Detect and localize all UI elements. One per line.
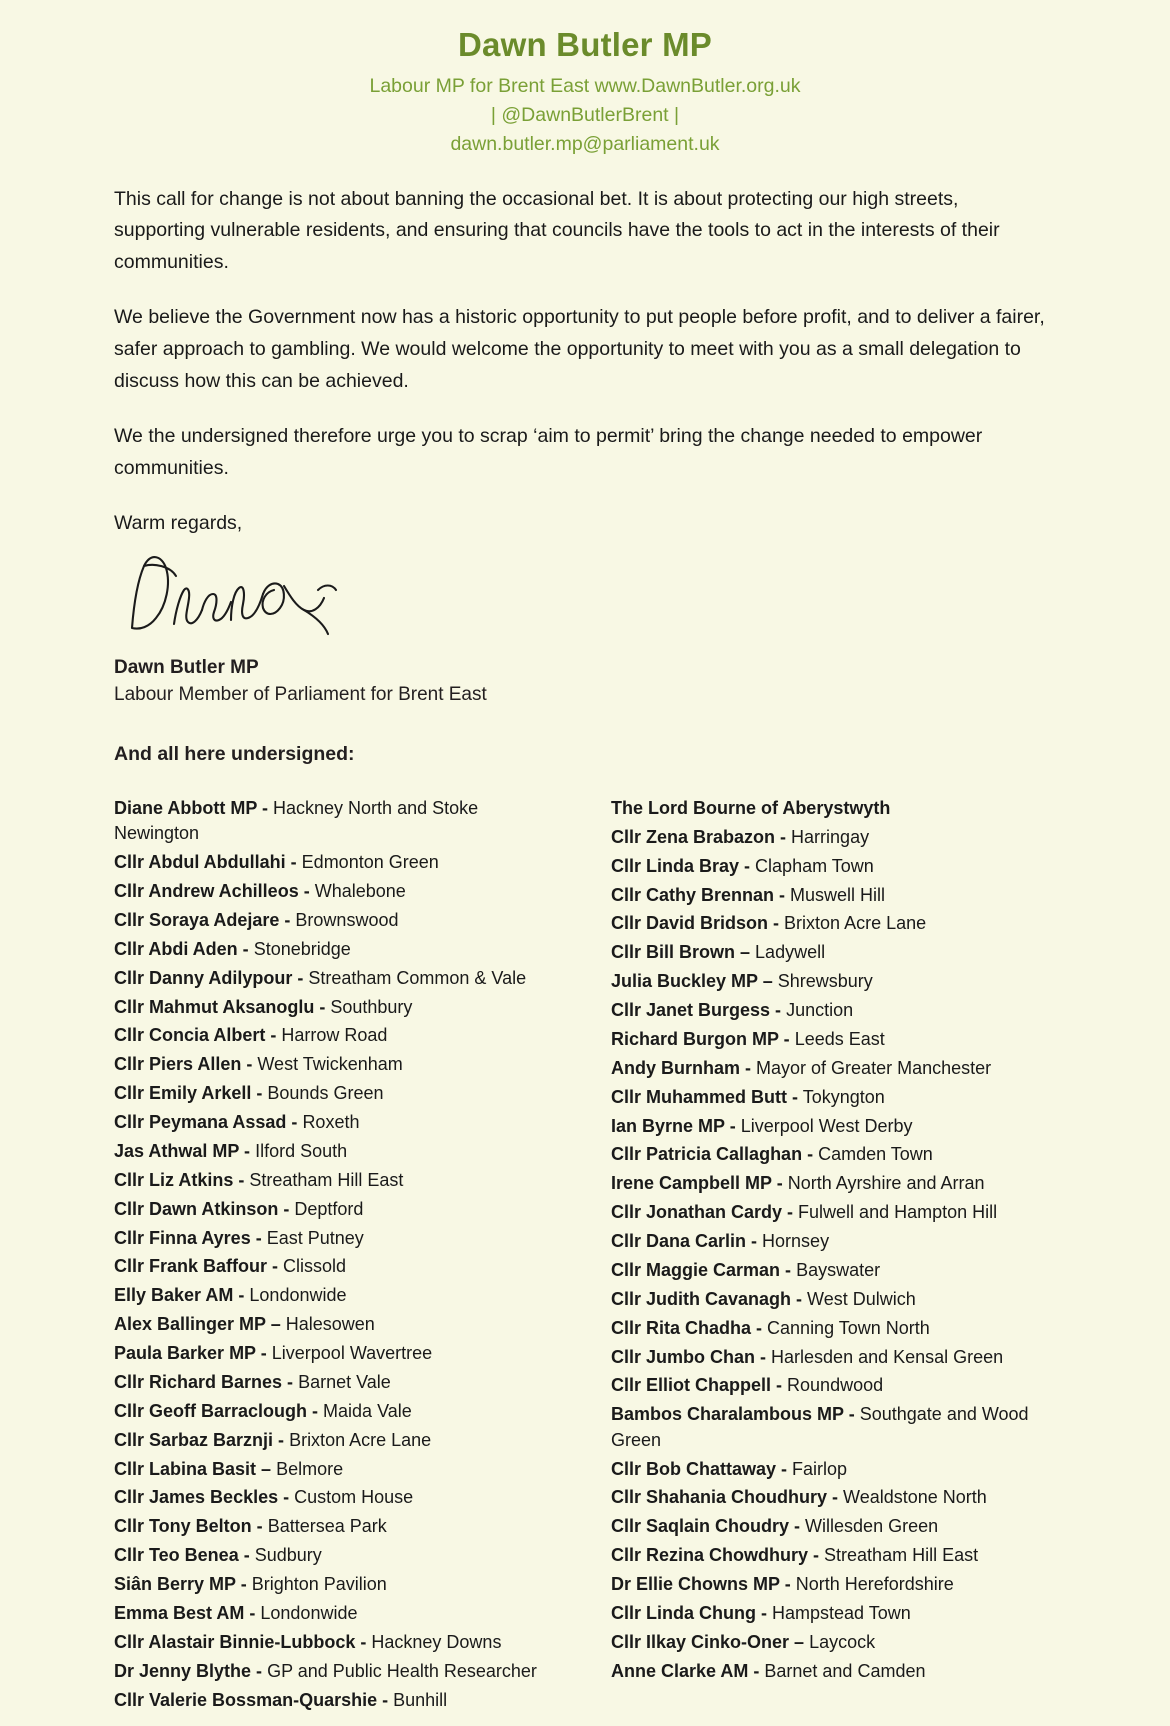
signatory-name: Andy Burnham -	[611, 1057, 752, 1078]
list-item	[611, 1287, 1056, 1312]
signatory-name: Emma Best AM -	[114, 1602, 256, 1623]
list-item	[114, 1023, 559, 1048]
list-item	[611, 825, 1056, 850]
signatory-desc: Londonwide	[249, 1285, 347, 1306]
letter-body	[60, 184, 1110, 1717]
signatory-desc: Belmore	[276, 1458, 344, 1479]
signatory-name: Cllr Shahania Choudhury -	[611, 1487, 839, 1508]
signatory-desc: Londonwide	[260, 1602, 358, 1623]
signatory-name: Richard Burgon MP -	[611, 1028, 790, 1049]
signatory-desc: Brixton Acre Lane	[784, 913, 927, 934]
signatory-name: Cllr Andrew Achilleos -	[114, 881, 310, 902]
list-item	[611, 1457, 1056, 1482]
list-item	[114, 850, 559, 875]
signatory-name: Cllr Valerie Bossman-Quarshie -	[114, 1689, 389, 1710]
signatory-desc: Hornsey	[762, 1231, 830, 1252]
signatory-desc: Roxeth	[302, 1112, 360, 1133]
signatory-desc: Fulwell and Hampton Hill	[798, 1202, 998, 1223]
signatory-name: Paula Barker MP -	[114, 1343, 267, 1364]
signatory-desc: Willesden Green	[805, 1516, 939, 1537]
paragraph-3: We the undersigned therefore urge you to scrap ‘aim to permit’ bring the change needed to empower communities.	[114, 425, 983, 479]
signatory-desc: Tokyngton	[802, 1086, 885, 1107]
signatory-name: Cllr Geoff Barraclough -	[114, 1400, 319, 1421]
signatory-desc: Southgate and Wood Green	[611, 1404, 1029, 1450]
signatory-desc: Canning Town North	[767, 1317, 930, 1338]
signatory-name: Jas Athwal MP -	[114, 1140, 251, 1161]
list-item	[114, 1341, 559, 1366]
signatory-desc: Leeds East	[794, 1028, 885, 1049]
signatory-desc: Custom House	[294, 1487, 414, 1508]
list-item	[611, 1601, 1056, 1626]
signatory-name: Cllr Janet Burgess -	[611, 1000, 782, 1021]
list-item	[114, 879, 559, 904]
signatory-name: Cllr Bob Chattaway -	[611, 1458, 788, 1479]
signatory-name: Cllr Concia Albert -	[114, 1025, 277, 1046]
signatory-desc: Stonebridge	[253, 938, 351, 959]
signatory-desc: Brighton Pavilion	[251, 1574, 387, 1595]
list-item	[114, 966, 559, 991]
list-item	[114, 796, 559, 847]
signatory-desc: Roundwood	[787, 1375, 884, 1396]
list-item	[611, 1345, 1056, 1370]
signatory-name: Anne Clarke AM -	[611, 1660, 760, 1681]
signatory-desc: Barnet Vale	[298, 1371, 391, 1392]
signatory-desc: Clapham Town	[755, 855, 874, 876]
signatory-name: Cllr Richard Barnes -	[114, 1371, 294, 1392]
list-item	[114, 1197, 559, 1222]
letterhead-line-3: dawn.butler.mp@parliament.uk	[450, 133, 720, 156]
signatory-name: Cllr Jonathan Cardy -	[611, 1202, 794, 1223]
list-item	[114, 908, 559, 933]
signatory-desc: Camden Town	[818, 1144, 933, 1165]
list-item	[114, 1601, 559, 1626]
signatory-name: Cllr Bill Brown –	[611, 942, 751, 963]
list-item	[611, 969, 1056, 994]
signatory-name: Cllr Dana Carlin -	[611, 1231, 758, 1252]
list-item	[114, 1630, 559, 1655]
signatory-desc: West Dulwich	[807, 1288, 916, 1309]
list-item	[611, 1085, 1056, 1110]
signatory-name: Cllr Finna Ayres -	[114, 1227, 262, 1248]
signatory-name: Cllr Abdul Abdullahi -	[114, 852, 297, 873]
signatory-name: Cllr Tony Belton -	[114, 1516, 263, 1537]
signatory-name: Cllr Cathy Brennan -	[611, 884, 786, 905]
signatory-name: Cllr Liz Atkins -	[114, 1169, 245, 1190]
closing-line: Warm regards,	[114, 512, 243, 535]
signatory-desc: Muswell Hill	[790, 884, 886, 905]
signatory-name: Cllr Rezina Chowdhury -	[611, 1545, 820, 1566]
list-item	[611, 1373, 1056, 1398]
signatory-desc: Deptford	[294, 1198, 364, 1219]
signatory-desc: Streatham Common & Vale	[308, 967, 527, 988]
signatory-name: Julia Buckley MP –	[611, 971, 773, 992]
signature-role: Labour Member of Parliament for Brent East	[114, 684, 487, 706]
signatory-desc: Barnet and Camden	[764, 1660, 926, 1681]
list-item	[611, 998, 1056, 1023]
list-item	[114, 1312, 559, 1337]
signatory-name: Cllr Frank Baffour -	[114, 1256, 279, 1277]
list-item	[611, 1200, 1056, 1225]
signatory-name: Cllr Abdi Aden -	[114, 938, 249, 959]
signatory-desc: Wealdstone North	[843, 1487, 987, 1508]
signatory-desc: Mayor of Greater Manchester	[756, 1057, 992, 1078]
signatory-name: Cllr Piers Allen -	[114, 1054, 253, 1075]
list-item	[114, 1254, 559, 1279]
list-item	[611, 1659, 1056, 1684]
signatory-column-right	[611, 796, 1056, 1688]
list-item	[611, 1514, 1056, 1539]
list-item	[611, 854, 1056, 879]
list-item	[611, 1630, 1056, 1655]
signatory-desc: Ladywell	[755, 942, 826, 963]
signatory-desc: North Ayrshire and Arran	[787, 1173, 985, 1194]
signatory-name: Cllr Rita Chadha -	[611, 1317, 763, 1338]
list-item	[114, 1168, 559, 1193]
signatory-name: Cllr Linda Chung -	[611, 1602, 767, 1623]
signatory-desc: Bayswater	[796, 1259, 881, 1280]
signatory-name: Cllr Teo Benea -	[114, 1545, 250, 1566]
signatory-name: Cllr Alastair Binnie-Lubbock -	[114, 1631, 367, 1652]
list-item	[114, 1428, 559, 1453]
list-item	[114, 1688, 559, 1713]
signatory-name: Cllr Dawn Atkinson -	[114, 1198, 290, 1219]
signatory-name: Cllr Muhammed Butt -	[611, 1086, 798, 1107]
signatory-name: Bambos Charalambous MP -	[611, 1404, 855, 1425]
list-item	[114, 1226, 559, 1251]
signatory-name: Alex Ballinger MP –	[114, 1314, 281, 1335]
signatory-name: Siân Berry MP -	[114, 1574, 247, 1595]
list-item	[611, 1229, 1056, 1254]
signatory-name: Dr Jenny Blythe -	[114, 1660, 263, 1681]
list-item	[114, 1081, 559, 1106]
signatory-desc: Laycock	[809, 1631, 876, 1652]
signatory-desc: Fairlop	[792, 1458, 848, 1479]
signatory-desc: Ilford South	[255, 1140, 348, 1161]
list-item	[611, 940, 1056, 965]
signatory-name: Cllr Danny Adilypour -	[114, 967, 304, 988]
signatory-columns	[114, 796, 1056, 1717]
signatory-name: Cllr Mahmut Aksanoglu -	[114, 996, 326, 1017]
signatory-desc: Harlesden and Kensal Green	[771, 1346, 1004, 1367]
list-item	[611, 1171, 1056, 1196]
signatory-desc: Clissold	[283, 1256, 347, 1277]
list-item	[114, 1457, 559, 1482]
signatory-name: Elly Baker AM -	[114, 1285, 245, 1306]
signatory-name: Cllr Labina Basit –	[114, 1458, 272, 1479]
paragraph-1: This call for change is not about banning the occasional bet. It is about protecting our high streets, supporting vulnerable residents, and ensuring that councils have the tools to act in the interests of their communities.	[114, 187, 1000, 273]
signatory-desc: Sudbury	[254, 1545, 322, 1566]
signatory-name: Cllr Linda Bray -	[611, 855, 751, 876]
signatory-desc: Shrewsbury	[777, 971, 873, 992]
signatory-name: Cllr Emily Arkell -	[114, 1083, 263, 1104]
list-item	[114, 1572, 559, 1597]
list-item	[611, 1543, 1056, 1568]
signatory-desc: Bunhill	[393, 1689, 448, 1710]
signatory-name: Cllr Peymana Assad -	[114, 1112, 298, 1133]
signatory-name: Cllr Soraya Adejare -	[114, 909, 291, 930]
signatory-name: Cllr Elliot Chappell -	[611, 1375, 783, 1396]
list-item	[611, 1056, 1056, 1081]
signatory-desc: GP and Public Health Researcher	[267, 1660, 537, 1681]
list-item	[611, 1027, 1056, 1052]
signatory-name: Cllr James Beckles -	[114, 1487, 290, 1508]
list-item	[114, 1485, 559, 1510]
signature-image	[118, 550, 348, 650]
list-item	[114, 1659, 559, 1684]
undersigned-heading: And all here undersigned:	[114, 742, 355, 765]
page-title: Dawn Butler MP	[458, 26, 712, 63]
paragraph-2: We believe the Government now has a historic opportunity to put people before profit, and to deliver a fairer, safer approach to gambling. We would welcome the opportunity to meet with you as a small delegation to discuss how this can be achieved.	[114, 306, 1045, 392]
list-item	[114, 1543, 559, 1568]
signatory-column-left	[114, 796, 559, 1717]
signatory-name: Cllr Patricia Callaghan -	[611, 1144, 814, 1165]
letterhead	[60, 26, 1110, 160]
signatory-desc: Hackney North and Stoke Newington	[114, 797, 479, 844]
signatory-desc: Bounds Green	[267, 1083, 384, 1104]
signatory-name: Cllr Jumbo Chan -	[611, 1346, 767, 1367]
signatory-desc: West Twickenham	[257, 1054, 403, 1075]
signatory-name: Cllr Sarbaz Barznji -	[114, 1429, 285, 1450]
list-item	[114, 1514, 559, 1539]
signatory-desc: Streatham Hill East	[249, 1169, 404, 1190]
signatory-name: Cllr Saqlain Choudry -	[611, 1516, 801, 1537]
list-item	[611, 796, 1056, 821]
signatory-desc: Whalebone	[314, 881, 406, 902]
signatory-desc: Liverpool West Derby	[740, 1115, 913, 1136]
signature-name: Dawn Butler MP	[114, 656, 259, 678]
signatory-desc: East Putney	[266, 1227, 364, 1248]
letterhead-line-2: | @DawnButlerBrent |	[490, 104, 680, 127]
signatory-name: Cllr Zena Brabazon -	[611, 826, 787, 847]
signatory-name: Cllr David Bridson -	[611, 913, 780, 934]
list-item	[114, 1139, 559, 1164]
signatory-name: Cllr Maggie Carman -	[611, 1259, 792, 1280]
signatory-desc: Brixton Acre Lane	[289, 1429, 432, 1450]
signatory-name: Cllr Judith Cavanagh -	[611, 1288, 803, 1309]
list-item	[611, 1114, 1056, 1139]
signatory-desc: Maida Vale	[323, 1400, 412, 1421]
list-item	[114, 937, 559, 962]
list-item	[611, 911, 1056, 936]
signatory-name: Diane Abbott MP -	[114, 797, 268, 818]
list-item	[114, 1370, 559, 1395]
list-item	[611, 1316, 1056, 1341]
list-item	[611, 1258, 1056, 1283]
signatory-name: The Lord Bourne of Aberystwyth	[611, 797, 891, 818]
list-item	[611, 883, 1056, 908]
signatory-desc: Halesowen	[285, 1314, 375, 1335]
signatory-desc: Southbury	[330, 996, 413, 1017]
signatory-name: Ian Byrne MP -	[611, 1115, 736, 1136]
list-item	[611, 1572, 1056, 1597]
signatory-name: Irene Campbell MP -	[611, 1173, 783, 1194]
list-item	[114, 1110, 559, 1135]
signatory-desc: Hackney Downs	[371, 1631, 502, 1652]
signatory-desc: Streatham Hill East	[824, 1545, 979, 1566]
list-item	[114, 995, 559, 1020]
signatory-desc: Junction	[786, 1000, 854, 1021]
signatory-desc: Harringay	[791, 826, 870, 847]
list-item	[114, 1399, 559, 1424]
list-item	[611, 1485, 1056, 1510]
list-item	[611, 1142, 1056, 1167]
signatory-desc: Battersea Park	[267, 1516, 387, 1537]
signatory-desc: Brownswood	[295, 909, 399, 930]
list-item	[611, 1402, 1056, 1453]
signatory-desc: Hampstead Town	[772, 1602, 911, 1623]
list-item	[114, 1283, 559, 1308]
signatory-name: Cllr Ilkay Cinko-Oner –	[611, 1631, 805, 1652]
signatory-desc: Edmonton Green	[301, 852, 439, 873]
signatory-desc: Harrow Road	[281, 1025, 388, 1046]
signatory-desc: Liverpool Wavertree	[271, 1343, 433, 1364]
letterhead-line-1: Labour MP for Brent East www.DawnButler.org.uk	[369, 74, 801, 97]
signatory-name: Dr Ellie Chowns MP -	[611, 1574, 791, 1595]
signatory-desc: North Herefordshire	[795, 1574, 954, 1595]
list-item	[114, 1052, 559, 1077]
